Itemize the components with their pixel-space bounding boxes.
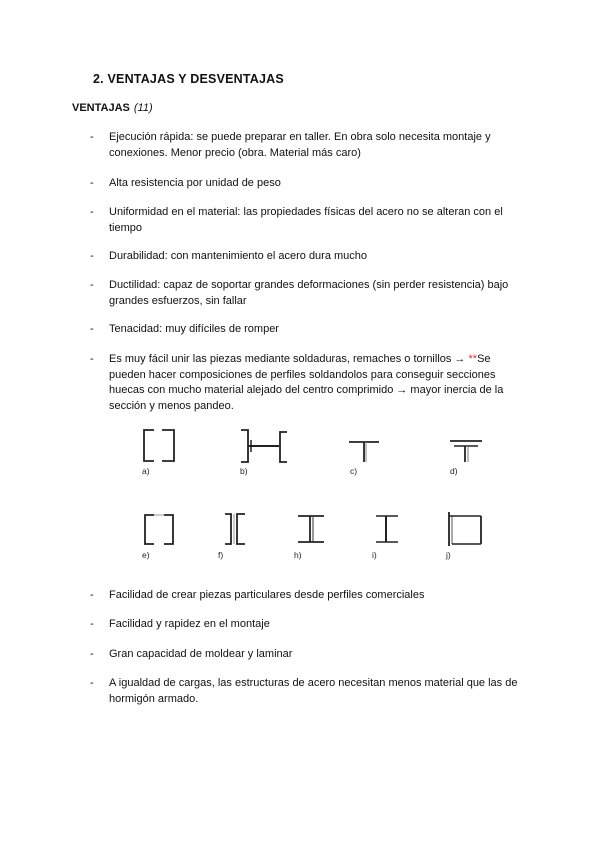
figure-label-e: e) bbox=[142, 550, 150, 560]
bullet-dash: - bbox=[90, 206, 94, 218]
section-figure-h bbox=[292, 510, 332, 548]
figure-label-f: f) bbox=[218, 550, 224, 560]
list-item-text: Durabilidad: con mantenimiento el acero dura mucho bbox=[109, 250, 368, 262]
section-figure-e bbox=[140, 512, 180, 548]
section-figure-j bbox=[443, 508, 489, 550]
list-item-text: Uniformidad en el material: las propiedades físicas del acero no se alteran con el tiempo bbox=[109, 206, 503, 234]
section-figure-i bbox=[368, 510, 408, 548]
bullet-dash: - bbox=[90, 279, 94, 291]
figure-label-d: d) bbox=[450, 466, 458, 476]
bullet-dash: - bbox=[90, 131, 94, 143]
section-title: 2. VENTAJAS Y DESVENTAJAS bbox=[93, 72, 284, 86]
bullet-dash: - bbox=[90, 250, 94, 262]
bullet-dash: - bbox=[90, 648, 94, 660]
subsection-name: VENTAJAS bbox=[72, 102, 130, 114]
bullet-dash: - bbox=[90, 323, 94, 335]
section-figure-f bbox=[215, 510, 255, 548]
subsection-count: (11) bbox=[133, 102, 153, 114]
section-figure-b bbox=[235, 426, 295, 466]
figure-label-i: i) bbox=[372, 550, 377, 560]
figure-label-h: h) bbox=[294, 550, 302, 560]
list-item-text: Facilidad de crear piezas particulares desde perfiles comerciales bbox=[109, 589, 425, 601]
figure-label-j: j) bbox=[446, 550, 451, 560]
item7-part2: Se pueden hacer composiciones de perfiles soldandolos para conseguir secciones huecas con mucho material alejado del centro comprimido → mayor inercia de la sección y menos pandeo. bbox=[109, 353, 504, 412]
list-item-text: Facilidad y rapidez en el montaje bbox=[109, 618, 270, 630]
bullet-dash: - bbox=[90, 177, 94, 189]
red-stars: ** bbox=[468, 353, 478, 365]
list-item-text: Gran capacidad de moldear y laminar bbox=[109, 648, 293, 660]
subsection-title bbox=[72, 102, 153, 114]
bullet-dash: - bbox=[90, 589, 94, 601]
list-item-text: Alta resistencia por unidad de peso bbox=[109, 177, 281, 189]
list-item-text: A igualdad de cargas, las estructuras de acero necesitan menos material que las de hormigón armado. bbox=[109, 677, 518, 705]
section-figure-c bbox=[345, 430, 385, 464]
figure-label-b: b) bbox=[240, 466, 248, 476]
list-item-text: Ejecución rápida: se puede preparar en taller. En obra solo necesita montaje y conexiones. Menor precio (obra. Material más caro) bbox=[109, 131, 491, 159]
item7-part1: Es muy fácil unir las piezas mediante soldaduras, remaches o tornillos → bbox=[109, 353, 469, 365]
section-figure-d bbox=[448, 432, 488, 464]
bullet-dash: - bbox=[90, 677, 94, 689]
bullet-dash: - bbox=[90, 618, 94, 630]
figure-label-a: a) bbox=[142, 466, 150, 476]
bullet-dash: - bbox=[90, 353, 94, 365]
section-figure-a bbox=[140, 428, 180, 464]
list-item-text bbox=[109, 352, 529, 414]
list-item-text: Tenacidad: muy difíciles de romper bbox=[109, 323, 279, 335]
figure-label-c: c) bbox=[350, 466, 358, 476]
list-item-text: Ductilidad: capaz de soportar grandes deformaciones (sin perder resistencia) bajo grandes esfuerzos, sin fallar bbox=[109, 279, 509, 307]
